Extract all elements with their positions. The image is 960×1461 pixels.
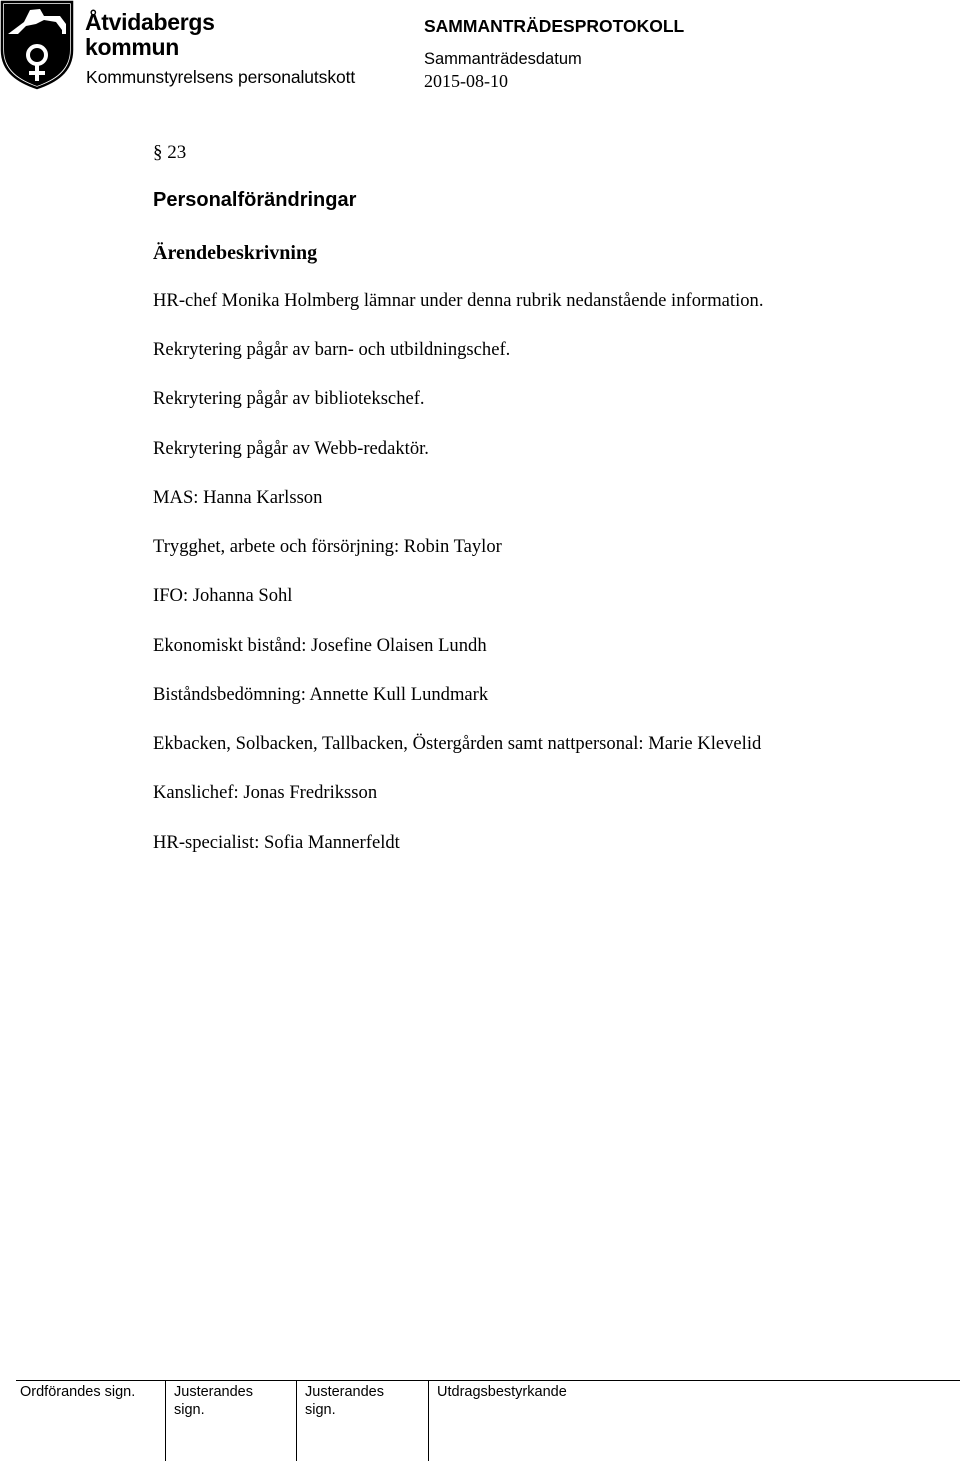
adjuster-signature-label-sign: sign. <box>174 1402 205 1418</box>
document-type: SAMMANTRÄDESPROTOKOLL <box>424 16 685 36</box>
adjuster-signature-field[interactable] <box>305 1383 384 1419</box>
list-item: MAS: Hanna Karlsson <box>153 487 323 508</box>
section-title: Personalförändringar <box>153 189 357 211</box>
list-item: Rekrytering pågår av barn- och utbildningschef. <box>153 339 511 360</box>
list-item: Ekonomiskt bistånd: Josefine Olaisen Lundh <box>153 635 487 656</box>
adjuster-signature-field[interactable] <box>174 1383 253 1419</box>
chair-signature-field[interactable] <box>20 1383 135 1401</box>
certifier-signature-field[interactable] <box>437 1383 567 1401</box>
list-item: Biståndsbedömning: Annette Kull Lundmark <box>153 684 489 705</box>
signature-column-divider <box>165 1381 166 1461</box>
list-item: Rekrytering pågår av Webb-redaktör. <box>153 438 429 459</box>
list-item: HR-chef Monika Holmberg lämnar under denna rubrik nedanstående information. <box>153 290 764 311</box>
adjuster-signature-label: Justerandes <box>174 1384 253 1400</box>
meeting-date-value: 2015-08-10 <box>424 71 508 91</box>
list-item: Ekbacken, Solbacken, Tallbacken, Östergården samt nattpersonal: Marie Klevelid <box>153 733 762 754</box>
list-item: Trygghet, arbete och försörjning: Robin Taylor <box>153 536 502 557</box>
org-name-line2: kommun <box>85 34 180 60</box>
signature-column-divider <box>296 1381 297 1461</box>
meeting-date-label: Sammanträdesdatum <box>424 50 582 68</box>
list-item: IFO: Johanna Sohl <box>153 585 293 606</box>
department-name: Kommunstyrelsens personalutskott <box>86 67 356 87</box>
list-item: HR-specialist: Sofia Mannerfeldt <box>153 832 400 853</box>
adjuster-signature-label-sign: sign. <box>305 1402 336 1418</box>
certifier-signature-label: Utdragsbestyrkande <box>437 1384 567 1400</box>
case-description-heading: Ärendebeskrivning <box>153 242 318 264</box>
adjuster-signature-label: Justerandes <box>305 1384 384 1400</box>
section-number: § 23 <box>153 142 187 163</box>
list-item: Rekrytering pågår av bibliotekschef. <box>153 388 425 409</box>
signature-divider <box>16 1380 960 1381</box>
chair-signature-label: Ordförandes sign. <box>20 1384 136 1400</box>
list-item: Kanslichef: Jonas Fredriksson <box>153 782 378 803</box>
org-name <box>85 10 215 60</box>
org-name-line1: Åtvidabergs <box>85 9 215 35</box>
municipal-coat-of-arms-icon <box>0 0 76 90</box>
signature-column-divider <box>428 1381 429 1461</box>
